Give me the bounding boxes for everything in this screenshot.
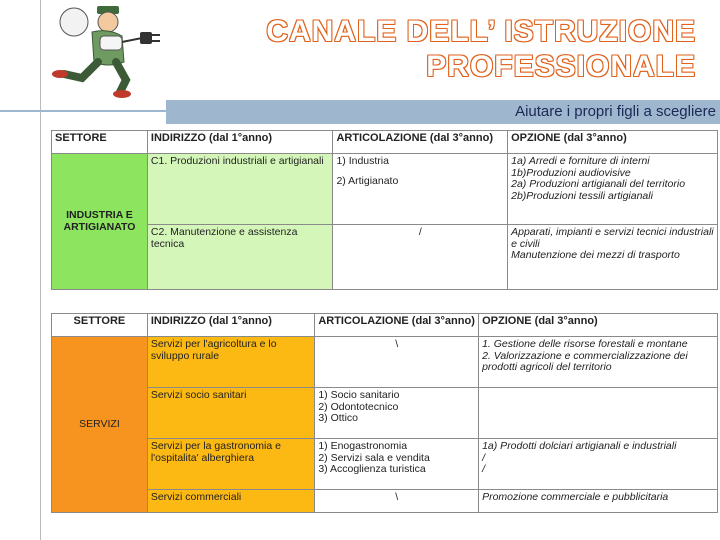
table-header-row [52,314,718,337]
opzione-item: Manutenzione dei mezzi di trasporto [511,249,680,261]
articolazione-item: 2) Servizi sala e vendita [318,451,430,464]
indirizzo-cell: C1. Produzioni industriali e artigianali [147,154,333,225]
opzione-item: / [482,451,486,464]
page-subtitle: Aiutare i propri figli a scegliere [515,103,716,120]
opzione-item: 2a) Produzioni artigianali del territorio [511,178,686,190]
articolazione-cell: \ [315,490,479,513]
header-opzione: OPZIONE (dal 3°anno) [508,131,718,154]
articolazione-item: 1) Socio sanitario [318,389,400,401]
opzione-item: Apparati, impianti e servizi tecnici industriali e civili [511,226,714,250]
header-settore: SETTORE [52,314,148,337]
articolazione-cell: / [333,225,508,290]
table-row [52,225,718,290]
articolazione-item: 3) Accoglienza turistica [318,463,426,475]
header-divider-left [0,110,166,112]
articolazione-item: 3) Ottico [318,412,358,424]
page-title [196,14,696,84]
title-line-1: CANALE DELL’ ISTRUZIONE [266,15,696,48]
articolazione-item: 2) Odontotecnico [318,400,399,413]
running-man-plug-icon [42,0,167,100]
opzione-cell: Promozione commerciale e pubblicitaria [479,490,718,513]
opzione-item: 1a) Arredi e forniture di interni [511,155,650,167]
header-settore: SETTORE [52,131,148,154]
articolazione-item: 1) Industria [336,155,389,167]
header-opzione: OPZIONE (dal 3°anno) [479,314,718,337]
articolazione-item: 1) Enogastronomia [318,440,408,452]
table-row [52,154,718,225]
opzione-item: 1b)Produzioni audiovisive [511,166,631,179]
settore-cell: SERVIZI [52,337,148,513]
title-line-2: PROFESSIONALE [426,50,696,83]
opzione-cell [508,225,718,290]
opzione-item: 1a) Prodotti dolciari artigianali e industriali [482,440,677,452]
articolazione-cell [315,388,479,439]
opzione-cell [479,388,718,439]
opzione-item: 2b)Produzioni tessili artigianali [511,189,653,202]
header-articolazione: ARTICOLAZIONE (dal 3°anno) [315,314,479,337]
opzione-item: / [482,463,486,475]
opzione-cell [508,154,718,225]
settore-cell: INDUSTRIA E ARTIGIANATO [52,154,148,290]
opzione-item: 2. Valorizzazione e commercializzazione dei prodotti agricoli del territorio [482,349,688,373]
header-articolazione: ARTICOLAZIONE (dal 3°anno) [333,131,508,154]
indirizzo-cell: Servizi per l'agricoltura e lo sviluppo rurale [147,337,315,388]
indirizzo-cell: Servizi commerciali [147,490,315,513]
table-row [52,490,718,513]
indirizzo-cell: Servizi per la gastronomia e l'ospitalita' alberghiera [147,439,315,490]
table-row [52,439,718,490]
articolazione-cell [315,439,479,490]
table-header-row [52,131,718,154]
table-row [52,337,718,388]
header-indirizzo: INDIRIZZO (dal 1°anno) [147,131,333,154]
table-servizi [51,313,718,513]
indirizzo-cell: Servizi socio sanitari [147,388,315,439]
articolazione-cell: \ [315,337,479,388]
opzione-cell [479,439,718,490]
left-margin-line [40,0,41,540]
articolazione-cell [333,154,508,225]
indirizzo-cell: C2. Manutenzione e assistenza tecnica [147,225,333,290]
table-industria-artigianato [51,130,718,290]
articolazione-item: 2) Artigianato [336,174,399,187]
opzione-cell [479,337,718,388]
header-indirizzo: INDIRIZZO (dal 1°anno) [147,314,315,337]
opzione-item: 1. Gestione delle risorse forestali e montane [482,338,688,350]
table-row [52,388,718,439]
